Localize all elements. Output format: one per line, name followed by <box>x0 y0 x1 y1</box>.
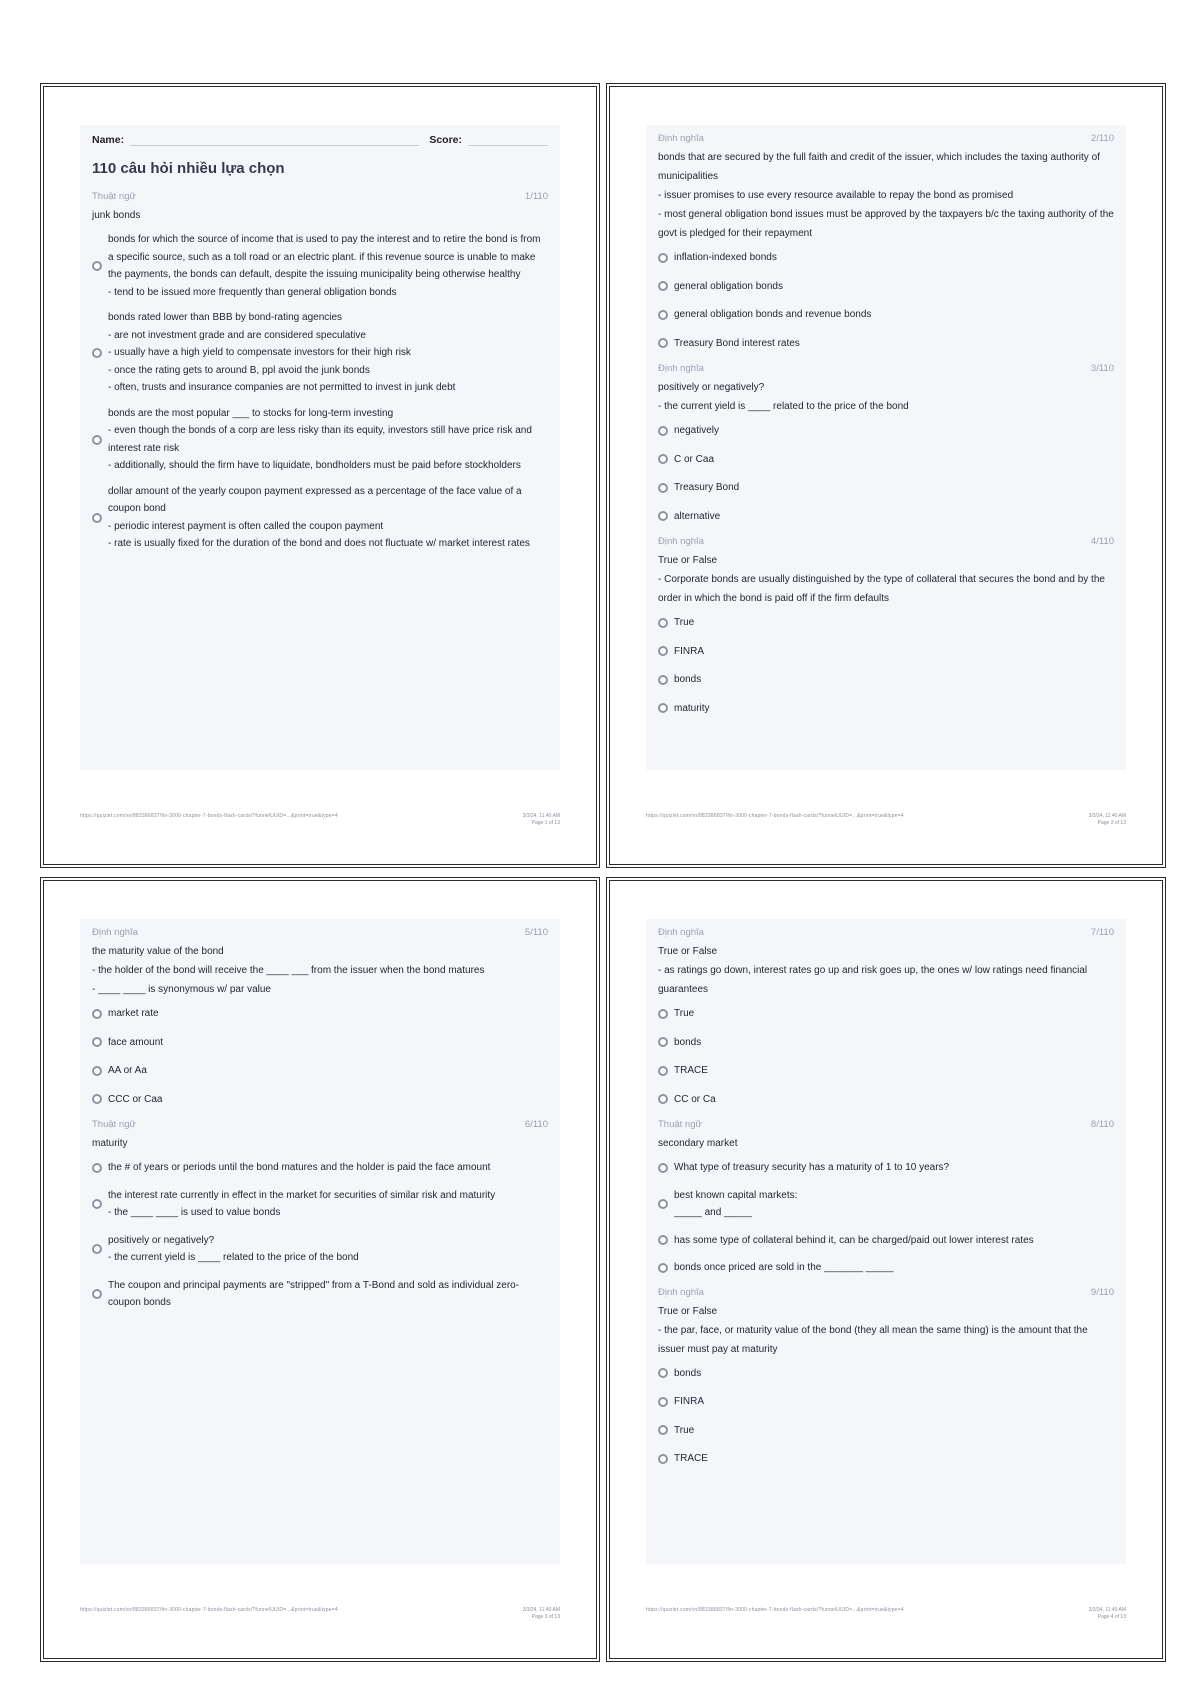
option-text: bonds <box>674 1036 702 1048</box>
option-text: bonds once priced are sold in the _______ _____ <box>674 1262 894 1273</box>
radio-icon[interactable] <box>92 1163 102 1173</box>
question-type: Thuật ngữ <box>92 1119 136 1130</box>
question-prompt: junk bonds <box>92 210 141 221</box>
footer-url: https://quizlet.com/vn/883386837/fin-3000-chapter-7-bonds-flash-cards/?funnelUUID=...&print=true&type=4 <box>646 1607 904 1613</box>
radio-icon[interactable] <box>658 1163 668 1173</box>
radio-icon[interactable] <box>658 1009 668 1019</box>
footer-url: https://quizlet.com/vn/883386837/fin-3000-chapter-7-bonds-flash-cards/?funnelUUID=...&print=true&type=4 <box>646 813 904 819</box>
option-text: bonds <box>674 1367 702 1379</box>
answer-option[interactable] <box>658 700 1114 718</box>
answer-option[interactable] <box>658 1091 1114 1109</box>
answer-option[interactable] <box>658 1393 1114 1411</box>
radio-icon[interactable] <box>658 483 668 493</box>
question-type: Định nghĩa <box>658 536 704 547</box>
answer-option[interactable] <box>658 1187 1114 1222</box>
option-text: The coupon and principal payments are "stripped" from a T-Bond and sold as individual zero-coupon bonds <box>108 1279 520 1308</box>
answer-option[interactable] <box>658 335 1114 353</box>
option-text: Treasury Bond <box>674 482 740 493</box>
radio-icon[interactable] <box>658 1094 668 1104</box>
radio-icon[interactable] <box>92 1037 102 1047</box>
radio-icon[interactable] <box>658 1199 668 1209</box>
answer-option[interactable] <box>92 1187 548 1222</box>
answer-option[interactable] <box>658 1062 1114 1080</box>
option-text: maturity <box>674 702 710 714</box>
option-text: True <box>674 617 695 628</box>
name-label: Name: <box>92 134 125 146</box>
radio-icon[interactable] <box>658 426 668 436</box>
answer-option[interactable] <box>658 1422 1114 1440</box>
option-text: the # of years or periods until the bond matures and the holder is paid the face amount <box>108 1162 491 1173</box>
answer-option[interactable] <box>92 309 548 397</box>
question-number: 9/110 <box>1090 1286 1114 1298</box>
question-number: 6/110 <box>524 1119 548 1130</box>
print-page-1 <box>40 83 600 868</box>
question-panel <box>80 919 560 1564</box>
answer-option[interactable] <box>92 231 548 301</box>
footer-meta: 3/3/24, 11:40 AM Page 4 of 13 <box>1088 1607 1126 1620</box>
radio-icon[interactable] <box>658 1397 668 1407</box>
answer-option[interactable] <box>658 1232 1114 1250</box>
answer-option[interactable] <box>92 1232 548 1267</box>
radio-icon[interactable] <box>92 1244 102 1254</box>
radio-icon[interactable] <box>658 310 668 320</box>
footer-url: https://quizlet.com/vn/883386837/fin-3000-chapter-7-bonds-flash-cards/?funnelUUID=...&print=true&type=4 <box>80 1607 338 1613</box>
answer-option[interactable] <box>658 479 1114 497</box>
radio-icon[interactable] <box>658 646 668 656</box>
radio-icon[interactable] <box>92 1289 102 1299</box>
radio-icon[interactable] <box>92 513 102 523</box>
radio-icon[interactable] <box>658 1235 668 1245</box>
radio-icon[interactable] <box>92 435 102 445</box>
question-number: 3/110 <box>1090 363 1114 374</box>
sheet-title: 110 câu hỏi nhiều lựa chọn <box>92 160 285 177</box>
question-number: 1/110 <box>524 191 548 202</box>
option-text: dollar amount of the yearly coupon payment expressed as a percentage of the face value of a coupon bond - periodic interest payment is often called the coupon payment - rate is usually fixed for the duration of the bond and does not fluctuate w/ market interest rates <box>108 485 530 549</box>
option-text: bonds <box>674 674 702 685</box>
answer-option[interactable] <box>92 405 548 475</box>
answer-option[interactable] <box>92 1005 548 1023</box>
question-prompt: True or False - Corporate bonds are usually distinguished by the type of collateral that secures the bond and by the order in which the bond is paid off if the firm defaults <box>658 555 1105 604</box>
question-header <box>92 927 548 938</box>
radio-icon[interactable] <box>658 1066 668 1076</box>
question-prompt: True or False - the par, face, or maturity value of the bond (they all mean the same thing) is the amount that the issuer must pay at maturity <box>658 1305 1088 1355</box>
radio-icon[interactable] <box>658 618 668 628</box>
answer-option[interactable] <box>658 1450 1114 1468</box>
question-header <box>658 927 1114 938</box>
question-prompt: the maturity value of the bond - the holder of the bond will receive the ____ ___ from the issuer when the bond matures - ____ ____ is synonymous w/ par value <box>92 946 485 995</box>
answer-option[interactable] <box>92 1277 548 1312</box>
option-text: True <box>674 1424 695 1436</box>
answer-option[interactable] <box>92 1159 548 1177</box>
question-type: Định nghĩa <box>658 1286 704 1298</box>
option-text: bonds for which the source of income that is used to pay the interest and to retire the bond is from a specific source, such as a toll road or an electric plant. if this revenue source is unable to make the payments, the bonds can default, despite the issuing municipality being otherwise healthy - tend to be issued more frequently than general obligation bonds <box>108 234 541 298</box>
answer-option[interactable] <box>92 1034 548 1052</box>
footer-meta: 3/3/24, 11:40 AM Page 1 of 13 <box>522 813 560 826</box>
radio-icon[interactable] <box>92 261 102 271</box>
print-page-4 <box>606 877 1166 1662</box>
score-field[interactable] <box>468 133 548 146</box>
question-prompt: True or False - as ratings go down, interest rates go up and risk goes up, the ones w/ low ratings need financial guarantees <box>658 946 1088 995</box>
question-header <box>92 191 548 202</box>
question-prompt: maturity <box>92 1138 128 1149</box>
answer-option[interactable] <box>658 508 1114 526</box>
answer-option[interactable] <box>658 306 1114 324</box>
answer-option[interactable] <box>658 1034 1114 1052</box>
radio-icon[interactable] <box>658 338 668 348</box>
radio-icon[interactable] <box>658 1454 668 1464</box>
answer-option[interactable] <box>658 249 1114 267</box>
question-panel <box>646 125 1126 770</box>
option-text: general obligation bonds <box>674 280 783 292</box>
footer-meta: 3/3/24, 11:40 AM Page 2 of 13 <box>1088 813 1126 826</box>
question-type: Định nghĩa <box>658 927 704 938</box>
question-type: Thuật ngữ <box>658 1119 702 1130</box>
answer-option[interactable] <box>658 614 1114 632</box>
option-text: market rate <box>108 1008 159 1019</box>
question-number: 5/110 <box>524 927 548 938</box>
option-text: C or Caa <box>674 453 715 465</box>
question-type: Định nghĩa <box>92 927 138 938</box>
answer-option[interactable] <box>658 1365 1114 1383</box>
question-panel <box>646 919 1126 1564</box>
answer-option[interactable] <box>658 451 1114 469</box>
radio-icon[interactable] <box>658 511 668 521</box>
answer-option[interactable] <box>92 1062 548 1080</box>
answer-option[interactable] <box>92 1091 548 1109</box>
option-text: has some type of collateral behind it, can be charged/paid out lower interest rates <box>674 1234 1034 1246</box>
page-footer <box>646 1607 1126 1621</box>
radio-icon[interactable] <box>658 703 668 713</box>
page-footer <box>80 813 560 827</box>
sheet-header <box>92 133 548 146</box>
option-text: alternative <box>674 510 721 522</box>
radio-icon[interactable] <box>658 253 668 263</box>
question-header <box>92 1119 548 1130</box>
option-text: negatively <box>674 425 720 436</box>
question-prompt: bonds that are secured by the full faith and credit of the issuer, which includes the taxing authority of municipalities - issuer promises to use every resource available to repay the bond as promised - most general obligation bond issues must be approved by the taxpayers b/c the taxing authority of the govt is pledged for their repayment <box>658 152 1114 239</box>
option-text: FINRA <box>674 1396 704 1407</box>
answer-option[interactable] <box>658 1005 1114 1023</box>
answer-option[interactable] <box>658 671 1114 689</box>
question-prompt: secondary market <box>658 1138 738 1149</box>
radio-icon[interactable] <box>658 1425 668 1435</box>
radio-icon[interactable] <box>658 454 668 464</box>
radio-icon[interactable] <box>92 1066 102 1076</box>
question-header <box>658 1119 1114 1130</box>
radio-icon[interactable] <box>92 1009 102 1019</box>
option-text: general obligation bonds and revenue bonds <box>674 309 872 320</box>
option-text: AA or Aa <box>108 1065 147 1076</box>
question-type: Thuật ngữ <box>92 191 136 202</box>
question-header <box>658 133 1114 144</box>
answer-option[interactable] <box>658 643 1114 661</box>
question-header <box>658 536 1114 547</box>
radio-icon[interactable] <box>658 1037 668 1047</box>
footer-url: https://quizlet.com/vn/883386837/fin-3000-chapter-7-bonds-flash-cards/?funnelUUID=...&print=true&type=4 <box>80 813 338 819</box>
option-text: What type of treasury security has a maturity of 1 to 10 years? <box>674 1162 950 1173</box>
question-panel <box>80 125 560 770</box>
option-text: bonds are the most popular ___ to stocks for long-term investing - even though the bonds of a corp are less risky than its equity, investors still have price risk and interest rate risk - additionally, should the firm have to liquidate, bondholders must be paid before stockholders <box>108 407 532 471</box>
answer-option[interactable] <box>658 1159 1114 1177</box>
question-prompt: positively or negatively? - the current yield is ____ related to the price of the bond <box>658 382 909 412</box>
question-number: 8/110 <box>1090 1119 1114 1130</box>
question-header <box>658 1287 1114 1298</box>
answer-option[interactable] <box>658 278 1114 296</box>
option-text: Treasury Bond interest rates <box>674 337 800 349</box>
radio-icon[interactable] <box>658 281 668 291</box>
option-text: bonds rated lower than BBB by bond-rating agencies - are not investment grade and are considered speculative - usually have a high yield to compensate investors for their high risk - once the rating gets to around B, ppl avoid the junk bonds - often, trusts and insurance companies are not permitted to invest in junk debt <box>108 312 456 393</box>
option-text: inflation-indexed bonds <box>674 252 777 263</box>
option-text: TRACE <box>674 1453 708 1464</box>
option-text: CCC or Caa <box>108 1093 163 1105</box>
radio-icon[interactable] <box>658 1263 668 1273</box>
option-text: CC or Ca <box>674 1093 716 1105</box>
question-type: Định nghĩa <box>658 363 704 374</box>
footer-meta: 3/3/24, 11:40 AM Page 3 of 13 <box>522 1607 560 1620</box>
question-number: 4/110 <box>1090 536 1114 547</box>
radio-icon[interactable] <box>658 1368 668 1378</box>
radio-icon[interactable] <box>658 675 668 685</box>
radio-icon[interactable] <box>92 1094 102 1104</box>
question-type: Định nghĩa <box>658 133 704 144</box>
answer-option[interactable] <box>92 483 548 553</box>
option-text: positively or negatively? - the current yield is ____ related to the price of the bond <box>108 1234 359 1263</box>
option-text: best known capital markets: _____ and _____ <box>674 1189 798 1218</box>
score-label: Score: <box>429 134 462 146</box>
radio-icon[interactable] <box>92 1199 102 1209</box>
question-number: 2/110 <box>1090 133 1114 144</box>
option-text: True <box>674 1008 695 1019</box>
page-footer <box>80 1607 560 1621</box>
print-page-3 <box>40 877 600 1662</box>
radio-icon[interactable] <box>92 348 102 358</box>
option-text: face amount <box>108 1036 164 1048</box>
question-header <box>658 363 1114 374</box>
page-footer <box>646 813 1126 827</box>
option-text: TRACE <box>674 1065 708 1076</box>
answer-option[interactable] <box>658 1259 1114 1277</box>
name-field[interactable] <box>130 133 419 146</box>
option-text: the interest rate currently in effect in the market for securities of similar risk and maturity - the ____ ____ is used to value bonds <box>108 1189 496 1218</box>
option-text: FINRA <box>674 645 704 657</box>
question-number: 7/110 <box>1090 927 1114 938</box>
print-page-2 <box>606 83 1166 868</box>
answer-option[interactable] <box>658 422 1114 440</box>
